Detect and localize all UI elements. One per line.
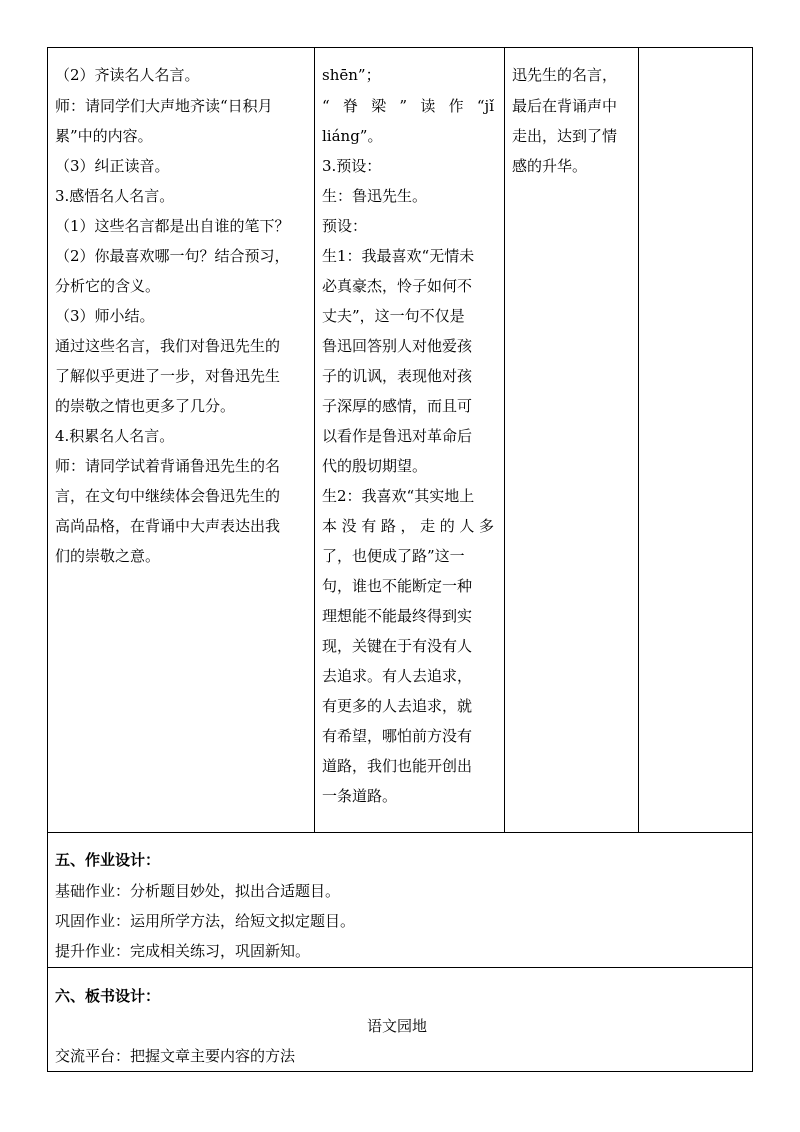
text-line: 生1：我最喜欢“无情未: [322, 247, 475, 265]
text-line: 鲁迅回答别人对他爱孩: [322, 337, 473, 355]
homework-item: 巩固作业：运用所学方法，给短文拟定题目。: [55, 912, 356, 930]
table-row-divider: [47, 967, 753, 968]
text-line: liáng”。: [322, 127, 383, 145]
text-line: 师：请同学试着背诵鲁迅先生的名: [55, 457, 281, 475]
text-line: 丈夫”，这一句不仅是: [322, 307, 465, 325]
text-line: （3）师小结。: [55, 307, 155, 325]
text-line: 高尚品格，在背诵中大声表达出我: [55, 517, 281, 535]
text-line: 道路，我们也能开创出: [322, 757, 473, 775]
text-line: 本没有路，走的人多: [322, 517, 494, 535]
text-line: （2）齐读名人名言。: [55, 66, 200, 84]
table-top-border: [47, 47, 753, 48]
board-title: 语文园地: [367, 1017, 428, 1035]
section-heading: 五、作业设计：: [55, 851, 161, 869]
section-heading: 六、板书设计：: [55, 987, 161, 1005]
text-line: 一条道路。: [322, 787, 398, 805]
text-line: shēn”；: [322, 66, 381, 84]
text-line: 有更多的人去追求，就: [322, 697, 473, 715]
text-line: 现，关键在于有没有人: [322, 637, 473, 655]
text-line: 分析它的含义。: [55, 277, 161, 295]
text-line: 生2：我喜欢“其实地上: [322, 487, 475, 505]
text-line: 们的崇敬之意。: [55, 547, 161, 565]
text-line: 走出，达到了情: [512, 127, 618, 145]
text-line: 最后在背诵声中: [512, 97, 618, 115]
text-line: 预设：: [322, 217, 368, 235]
column-divider: [638, 47, 639, 833]
text-line: 去追求。有人去追求，: [322, 667, 473, 685]
text-line: 感的升华。: [512, 157, 588, 175]
text-line: 的崇敬之情也更多了几分。: [55, 397, 236, 415]
text-line: “脊梁”读作“jǐ: [322, 97, 494, 115]
homework-item: 提升作业：完成相关练习，巩固新知。: [55, 942, 311, 960]
text-line: 了解似乎更进了一步，对鲁迅先生: [55, 367, 281, 385]
text-line: 言，在文句中继续体会鲁迅先生的: [55, 487, 281, 505]
text-line: 理想能不能最终得到实: [322, 607, 473, 625]
text-line: （3）纠正读音。: [55, 157, 170, 175]
text-line: 累”中的内容。: [55, 127, 153, 145]
text-line: 有希望，哪怕前方没有: [322, 727, 473, 745]
text-line: （1）这些名言都是出自谁的笔下？: [55, 217, 290, 235]
text-line: 迅先生的名言，: [512, 66, 618, 84]
column-divider: [314, 47, 315, 833]
text-line: （2）你最喜欢哪一句？结合预习，: [55, 247, 290, 265]
table-left-border: [47, 47, 48, 1072]
text-line: 子深厚的感情，而且可: [322, 397, 473, 415]
text-line: 了，也便成了路”这一: [322, 547, 465, 565]
text-line: 子的讥讽，表现他对孩: [322, 367, 473, 385]
text-line: 通过这些名言，我们对鲁迅先生的: [55, 337, 281, 355]
text-line: 生：鲁迅先生。: [322, 187, 428, 205]
text-line: 3.预设：: [322, 157, 382, 175]
text-line: 必真豪杰，怜子如何不: [322, 277, 473, 295]
text-line: 3.感悟名人名言。: [55, 187, 175, 205]
table-row-divider: [47, 832, 753, 833]
text-line: 4.积累名人名言。: [55, 427, 175, 445]
text-line: 代的殷切期望。: [322, 457, 428, 475]
text-line: 师：请同学们大声地齐读“日积月: [55, 97, 273, 115]
text-line: 以看作是鲁迅对革命后: [322, 427, 473, 445]
text-line: 句，谁也不能断定一种: [322, 577, 473, 595]
column-divider: [504, 47, 505, 833]
homework-item: 基础作业：分析题目妙处，拟出合适题目。: [55, 882, 341, 900]
table-right-border: [752, 47, 753, 1072]
board-line: 交流平台：把握文章主要内容的方法: [55, 1047, 296, 1065]
table-bottom-border: [47, 1071, 753, 1072]
